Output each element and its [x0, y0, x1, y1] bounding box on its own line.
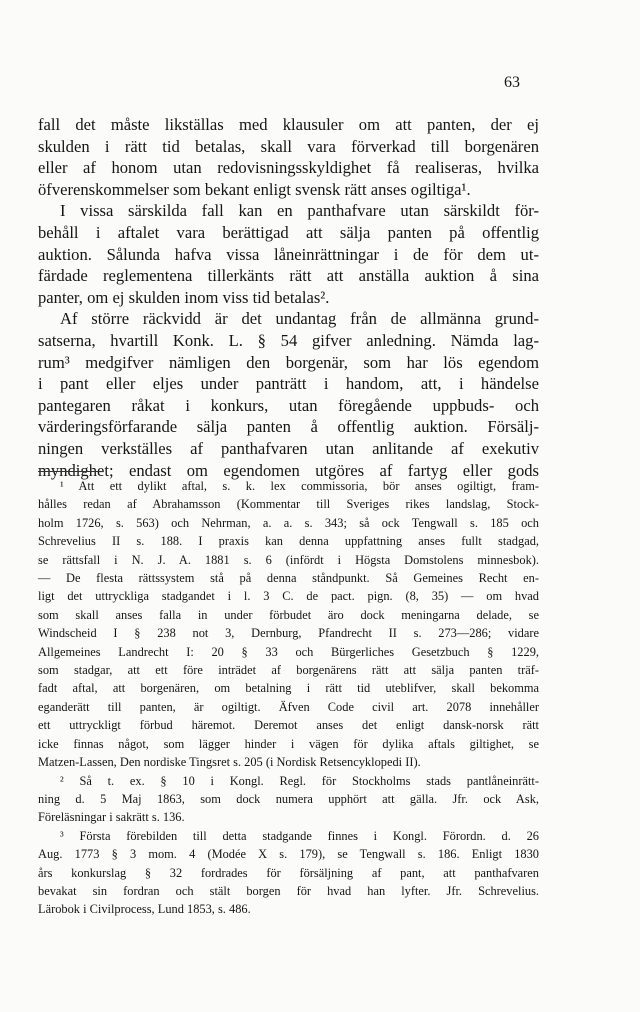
body-text — [38, 114, 539, 481]
body-line: I vissa särskilda fall kan en panthafvare utan särskildt för- — [60, 201, 539, 221]
body-line: rum³ medgifver nämligen den borgenär, som har lös egendom — [38, 352, 539, 372]
body-line: värderingsförfarande sälja panten å offentlig auktion. Försälj- — [38, 417, 539, 437]
footnote-line: icke finnas något, som lägger hinder i vägen för dylika aftals giltighet, se — [38, 736, 539, 751]
footnote-line: eganderätt till panten, är ogiltigt. Äfven Code civil art. 2078 innehåller — [38, 699, 539, 714]
footnote-line: se rättsfall i N. J. A. 1881 s. 6 (infördt i Högsta Domstolens minnesbok). — [38, 552, 539, 567]
body-line: behåll i aftalet vara berättigad att sälja panten på offentlig — [38, 222, 539, 242]
footnote-line: ligt det uttryckliga stadgandet i l. 3 C. de pact. pign. (8, 35) — om hvad — [38, 589, 539, 604]
footnote-line: ² Så t. ex. § 10 i Kongl. Regl. för Stockholms stads pantlåneinrätt- — [60, 773, 539, 788]
body-line: i pant eller eljes under panträtt i handom, att, i händelse — [38, 374, 539, 394]
body-line: eller af honom utan redovisningsskyldighet få realiseras, hvilka — [38, 158, 539, 178]
footnote-line: som stadgar, att ett före inträdet af borgenärens rätt att sälja panten träf- — [38, 663, 539, 678]
footnote-line: Windscheid I § 238 not 3, Dernburg, Pfandrecht II s. 273—286; vidare — [38, 626, 539, 641]
footnote-line: fadt aftal, att borgenären, om betalning i rätt tid uteblifver, skall bekomma — [38, 681, 539, 696]
footnote-line: hålles redan af Abrahamsson (Kommentar till Sveriges rikes landslag, Stock- — [38, 497, 539, 512]
footnote-line: års konkurslag § 32 fordrades för försäljning af pant, att panthafvaren — [38, 865, 539, 880]
body-line: färdade reglementena tillerkänts rätt att anställa auktion å sina — [38, 266, 539, 286]
footnote-line: Allgemeines Landrecht I: 20 § 33 och Bürgerliches Gesetzbuch § 1229, — [38, 644, 539, 659]
body-line: skulden i rätt tid betalas, skall vara förverkad till borgenären — [38, 136, 539, 156]
body-line: myndighet; endast om egendomen utgöres af fartyg eller gods — [38, 460, 539, 480]
footnote-line: ning d. 5 Maj 1863, som dock numera upphört att gälla. Jfr. ock Ask, — [38, 791, 539, 806]
footnote-rule — [38, 471, 102, 472]
footnote-line: ³ Första förebilden till detta stadgande finnes i Kongl. Förordn. d. 26 — [60, 828, 539, 843]
footnote-line: holm 1726, s. 563) och Nehrman, a. a. s. 343; så ock Tengwall s. 185 och — [38, 515, 539, 530]
body-line: panter, om ej skulden inom viss tid betalas². — [38, 287, 330, 307]
footnote-line: Matzen-Lassen, Den nordiske Tingsret s. 205 (i Nordisk Retsencyklopedi II). — [38, 755, 421, 770]
footnote-line: ¹ Att ett dylikt aftal, s. k. lex commissoria, bör anses ogiltigt, fram- — [60, 479, 539, 493]
footnotes — [38, 477, 539, 919]
footnote-line: — De flesta rättssystem stå på denna ståndpunkt. Så Gemeines Recht en- — [38, 571, 539, 586]
footnote-line: Schrevelius II s. 188. I praxis kan denna uppfattning anses fullt stadgad, — [38, 534, 539, 549]
page-number: 63 — [504, 74, 520, 91]
body-line: pantegaren råkat i konkurs, utan föregående uppbuds- och — [38, 395, 539, 415]
footnote-line: som skall anses falla in under förbudet äro dock meningarna delade, se — [38, 607, 539, 622]
footnote-line: bevakat sin fordran och stält borgen för hvad han lyfter. Jfr. Schrevelius. — [38, 883, 539, 898]
body-line: fall det måste likställas med klausuler om att panten, der ej — [38, 115, 539, 134]
body-line: ningen verkställes af panthafvaren utan anlitande af exekutiv — [38, 438, 539, 458]
footnote-line: Lärobok i Civilprocess, Lund 1853, s. 486. — [38, 902, 251, 917]
footnote-line: Aug. 1773 § 3 mom. 4 (Modée X s. 179), se Tengwall s. 186. Enligt 1830 — [38, 847, 539, 862]
body-line: satserna, hvartill Konk. L. § 54 gifver anledning. Nämda lag- — [38, 330, 539, 350]
body-line: Af större räckvidd är det undantag från de allmänna grund- — [60, 309, 539, 329]
body-line: öfverenskommelser som bekant enligt svensk rätt anses ogiltiga¹. — [38, 179, 471, 199]
footnote-line: Föreläsningar i sakrätt s. 136. — [38, 810, 185, 825]
footnote-line: ett uttryckligt förbud häremot. Deremot anses det enligt dansk-norsk rätt — [38, 718, 539, 733]
body-line: auktion. Sålunda hafva vissa låneinrättningar i de för dem ut- — [38, 244, 539, 264]
